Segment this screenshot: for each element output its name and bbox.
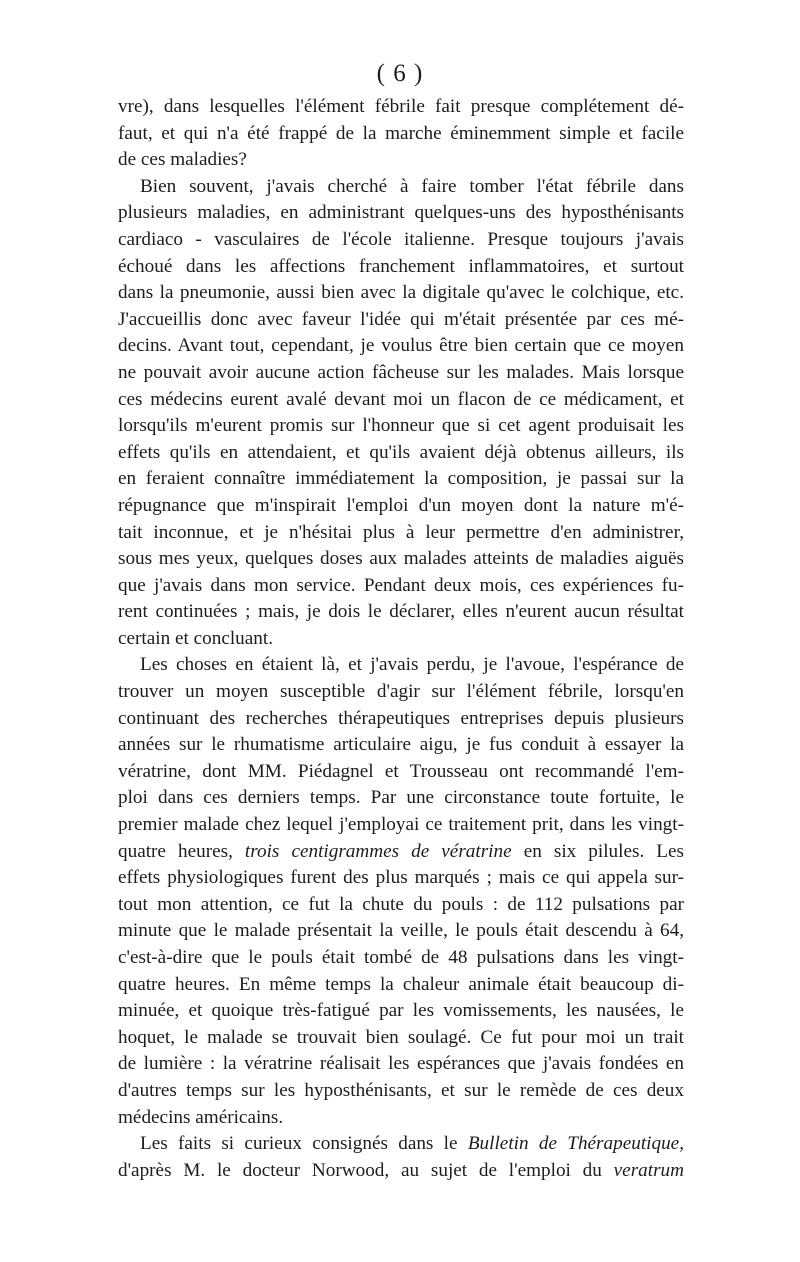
text-line: d'après M. le docteur Norwood, au sujet de l'emploi du veratrum	[118, 1159, 684, 1181]
text-line: minute que le malade présentait la veille, le pouls était descendu à 64,	[118, 920, 684, 942]
text-line: quatre heures. En même temps la chaleur animale était beaucoup di-	[118, 973, 684, 995]
text-line: en feraient connaître immédiatement la composition, je passai sur la	[118, 468, 684, 490]
text-line: c'est-à-dire que le pouls était tombé de 48 pulsations dans les vingt-	[118, 947, 684, 968]
text-line: J'accueillis donc avec faveur l'idée qui m'était présentée par ces mé-	[118, 308, 684, 330]
text-line: de ces maladies?	[118, 149, 247, 171]
text-line: quatre heures, trois centigrammes de vératrine en six pilules. Les	[118, 840, 685, 862]
text-line: rent continuées ; mais, je dois le déclarer, elles n'eurent aucun résultat	[118, 601, 684, 623]
text-line: Bien souvent, j'avais cherché à faire tomber l'état fébrile dans	[140, 175, 684, 197]
text-line: de lumière : la vératrine réalisait les espérances que j'avais fondées en	[118, 1053, 684, 1075]
text-line: faut, et qui n'a été frappé de la marche éminemment simple et facile	[118, 122, 684, 144]
text-line: Les faits si curieux consignés dans le Bulletin de Thérapeutique,	[140, 1133, 684, 1155]
text-line: médecins américains.	[118, 1106, 284, 1128]
text-line: plusieurs maladies, en administrant quelques-uns des hyposthénisants	[118, 202, 684, 224]
text-line: vératrine, dont MM. Piédagnel et Trousseau ont recommandé l'em-	[118, 760, 684, 782]
text-line: années sur le rhumatisme articulaire aigu, je fus conduit à essayer la	[118, 734, 684, 756]
text-line: vre), dans lesquelles l'élément fébrile fait presque complétement dé-	[118, 96, 684, 117]
text-line: que j'avais dans mon service. Pendant deux mois, ces expériences fu-	[118, 574, 684, 596]
text-line: cardiaco - vasculaires de l'école italienne. Presque toujours j'avais	[118, 228, 684, 250]
text-line: hoquet, le malade se trouvait bien soulagé. Ce fut pour moi un trait	[118, 1026, 684, 1048]
text-line: certain et concluant.	[118, 627, 274, 649]
text-line: minuée, et quoique très-fatigué par les vomissements, les nausées, le	[118, 1000, 684, 1022]
text-line: trouver un moyen susceptible d'agir sur l'élément fébrile, lorsqu'en	[118, 681, 684, 703]
text-line: d'autres temps sur les hyposthénisants, et sur le remède de ces deux	[118, 1079, 684, 1101]
text-line: dans la pneumonie, aussi bien avec la digitale qu'avec le colchique, etc.	[118, 282, 684, 304]
text-line: lorsqu'ils m'eurent promis sur l'honneur que si cet agent produisait les	[118, 415, 684, 437]
text-line: ploi dans ces derniers temps. Par une circonstance toute fortuite, le	[118, 787, 684, 809]
text-line: échoué dans les affections franchement inflammatoires, et surtout	[118, 255, 684, 277]
text-line: premier malade chez lequel j'employai ce traitement prit, dans les vingt-	[118, 814, 684, 836]
text-line: effets physiologiques furent des plus marqués ; mais ce qui appela sur-	[118, 867, 684, 889]
text-line: decins. Avant tout, cependant, je voulus être bien certain que ce moyen	[118, 335, 684, 357]
text-line: tout mon attention, ce fut la chute du pouls : de 112 pulsations par	[118, 893, 684, 915]
text-line: tait inconnue, et je n'hésitai plus à leur permettre d'en administrer,	[118, 521, 684, 543]
text-line: répugnance que m'inspirait l'emploi d'un moyen dont la nature m'é-	[118, 494, 684, 516]
text-line: Les choses en étaient là, et j'avais perdu, je l'avoue, l'espérance de	[140, 654, 684, 676]
text-line: ces médecins eurent avalé devant moi un flacon de ce médicament, et	[118, 388, 684, 410]
page-number: ( 6 )	[376, 60, 424, 87]
text-line: ne pouvait avoir aucune action fâcheuse sur les malades. Mais lorsque	[118, 361, 684, 383]
text-line: continuant des recherches thérapeutiques entreprises depuis plusieurs	[118, 707, 684, 729]
text-line: effets qu'ils en attendaient, et qu'ils avaient déjà obtenus ailleurs, ils	[118, 441, 684, 463]
text-line: sous mes yeux, quelques doses aux malades atteints de maladies aiguës	[118, 548, 684, 570]
body-text	[118, 94, 684, 1184]
